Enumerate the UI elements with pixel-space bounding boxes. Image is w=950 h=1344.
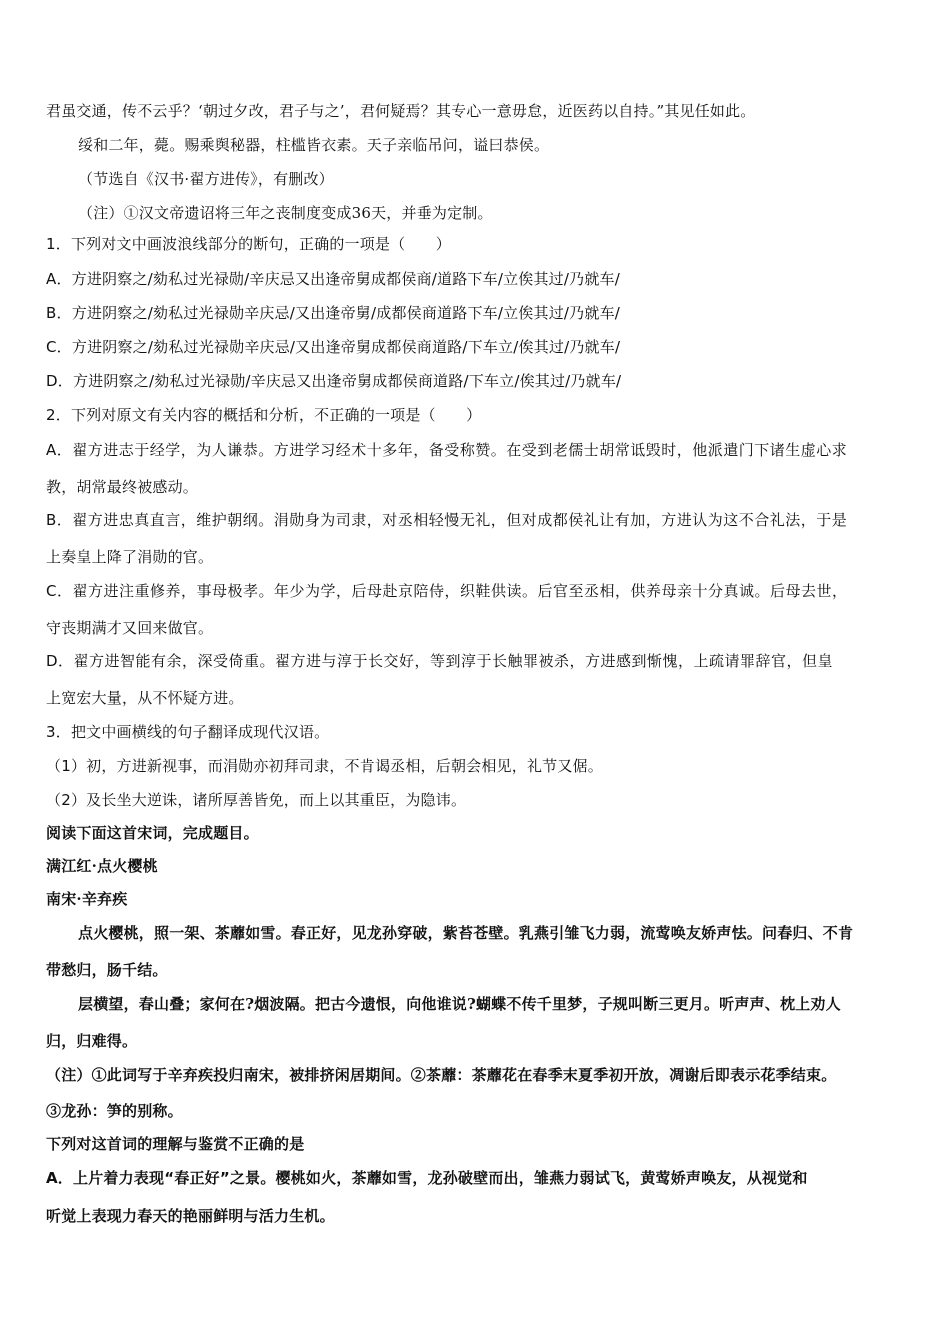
poem-intro: 阅读下面这首宋词，完成题目。	[46, 824, 259, 842]
poem-note-line1: （注）①此词写于辛弃疾投归南宋，被排挤闲居期间。②茶蘼：茶蘼花在春季末夏季初开放，凋谢后即表示花季结束。	[46, 1066, 837, 1084]
q1-option-c: C．方进阴察之/劾私过光禄勋辛庆忌/又出逢帝舅成都侯商道路/下车立/俟其过/乃就车/	[46, 338, 621, 356]
passage-line-1: 君虽交通，传不云乎？‘朝过夕改，君子与之’，君何疑焉？其专心一意毋怠，近医药以自持。”其见任如此。	[46, 102, 756, 120]
poem-author: 南宋·辛弃疾	[46, 890, 128, 908]
q2-option-d-line2: 上宽宏大量，从不怀疑方进。	[46, 689, 244, 707]
poem-title: 满江红·点火樱桃	[46, 857, 158, 875]
q3-stem: 3．把文中画横线的句子翻译成现代汉语。	[46, 723, 330, 741]
passage-line-2: 绥和二年，薨。赐乘舆秘器，柱槛皆衣素。天子亲临吊问，谥曰恭侯。	[78, 136, 550, 154]
passage-note: （注）①汉文帝遗诏将三年之丧制度变成36天，并垂为定制。	[78, 204, 493, 222]
poem-stanza-1-line2: 带愁归，肠千结。	[46, 961, 168, 979]
poem-stanza-2-line1: 层横望，春山叠；家何在?烟波隔。把古今遗恨，向他谁说?蝴蝶不传千里梦，子规叫断三更月。听声声、枕上劝人	[78, 995, 841, 1013]
q1-stem: 1．下列对文中画波浪线部分的断句，正确的一项是（ ）	[46, 235, 451, 253]
q2-option-c-line1: C．翟方进注重修养，事母极孝。年少为学，后母赴京陪侍，织鞋供读。后官至丞相，供养母亲十分真诚。后母去世，	[46, 582, 848, 600]
q3-sentence-2: （2）及长坐大逆诛，诸所厚善皆免，而上以其重臣，为隐讳。	[46, 791, 467, 809]
q2-option-b-line2: 上奏皇上降了涓勋的官。	[46, 548, 214, 566]
poem-option-a-line2: 听觉上表现力春天的艳丽鲜明与活力生机。	[46, 1207, 335, 1225]
q2-option-b-line1: B．翟方进忠真直言，维护朝纲。涓勋身为司隶，对丞相轻慢无礼，但对成都侯礼让有加，方进认为这不合礼法，于是	[46, 511, 848, 529]
poem-stanza-1-line1: 点火樱桃，照一架、茶蘼如雪。春正好，见龙孙穿破，紫苔苍壁。乳燕引雏飞力弱，流莺唤友娇声怯。问春归、不肯	[78, 924, 854, 942]
q2-option-c-line2: 守丧期满才又回来做官。	[46, 619, 214, 637]
passage-source: （节选自《汉书·翟方进传》，有删改）	[78, 170, 334, 188]
poem-stanza-2-line2: 归，归难得。	[46, 1032, 138, 1050]
q2-option-d-line1: D．翟方进智能有余，深受倚重。翟方进与淳于长交好，等到淳于长触罪被杀，方进感到惭愧，上疏请罪辞官，但皇	[46, 652, 834, 670]
q1-option-a: A．方进阴察之/劾私过光禄勋/辛庆忌又出逢帝舅成都侯商/道路下车/立俟其过/乃就车/	[46, 270, 620, 288]
poem-question-stem: 下列对这首词的理解与鉴赏不正确的是	[46, 1135, 305, 1153]
q2-option-a-line1: A．翟方进志于经学，为人谦恭。方进学习经术十多年，备受称赞。在受到老儒士胡常诋毁时，他派遣门下诸生虚心求	[46, 441, 848, 459]
q2-stem: 2．下列对原文有关内容的概括和分析，不正确的一项是（ ）	[46, 406, 482, 424]
poem-note-line2: ③龙孙：笋的别称。	[46, 1102, 183, 1120]
poem-option-a-line1: A．上片着力表现“春正好”之景。樱桃如火，茶蘼如雪，龙孙破壁而出，雏燕力弱试飞，黄莺娇声唤友，从视觉和	[46, 1169, 808, 1187]
q1-option-b: B．方进阴察之/劾私过光禄勋辛庆忌/又出逢帝舅/成都侯商道路下车/立俟其过/乃就车/	[46, 304, 621, 322]
q1-option-d: D．方进阴察之/劾私过光禄勋/辛庆忌又出逢帝舅成都侯商道路/下车立/俟其过/乃就车/	[46, 372, 622, 390]
q3-sentence-1: （1）初，方进新视事，而涓勋亦初拜司隶，不肯谒丞相，后朝会相见，礼节又倨。	[46, 757, 603, 775]
q2-option-a-line2: 教，胡常最终被感动。	[46, 478, 199, 496]
